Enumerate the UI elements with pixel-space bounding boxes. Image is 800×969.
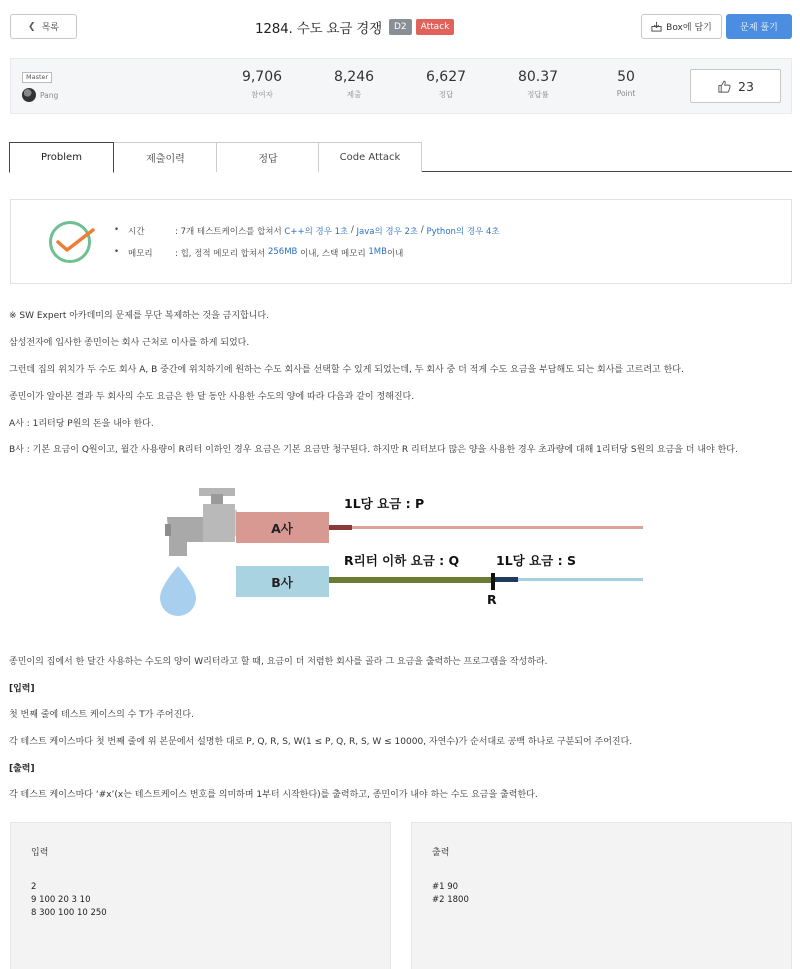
bullet-icon: • bbox=[114, 225, 120, 235]
company-a-rate-text: 1L당 요금 : P bbox=[344, 496, 425, 511]
company-b-threshold-mark bbox=[491, 573, 495, 590]
sample-input-heading: 입력 bbox=[31, 848, 49, 858]
bullet-icon: • bbox=[114, 247, 120, 257]
tab-problem[interactable]: Problem bbox=[9, 142, 114, 173]
problem-paragraph: 삼성전자에 입사한 종민이는 회사 근처로 이사를 하게 되었다. bbox=[9, 338, 250, 348]
solve-problem-button[interactable]: 문제 풀기 bbox=[726, 14, 792, 39]
tab-submission-history[interactable]: 제출이력 bbox=[113, 142, 218, 172]
memory-limit-prefix: : 힙, 정적 메모리 합쳐서 bbox=[175, 249, 268, 259]
check-circle-icon bbox=[46, 218, 98, 264]
output-heading: [출력] bbox=[9, 764, 35, 774]
problem-paragraph: A사 : 1리터당 P원의 돈을 내야 한다. bbox=[9, 419, 154, 429]
like-count: 23 bbox=[738, 78, 754, 94]
sample-input-line: 8 300 100 10 250 bbox=[31, 908, 107, 918]
stat-value: 9,706 bbox=[241, 69, 283, 85]
problem-tabs bbox=[9, 142, 792, 172]
company-b-base-text: R리터 이하 요금 : Q bbox=[344, 553, 460, 568]
stat-value: 8,246 bbox=[333, 69, 375, 85]
stat-value: 50 bbox=[617, 69, 635, 85]
problem-title: 1284. 수도 요금 경쟁 bbox=[255, 21, 382, 37]
time-limit-python: Python의 경우 4초 bbox=[426, 227, 500, 237]
tab-answers[interactable]: 정답 bbox=[216, 142, 320, 172]
sample-input-lines bbox=[31, 881, 107, 920]
stat-label: 정답률 bbox=[527, 90, 549, 99]
author-info[interactable] bbox=[22, 88, 58, 102]
memory-limit-stack: 1MB bbox=[368, 247, 387, 257]
time-limit-sep: / bbox=[418, 225, 427, 235]
problem-paragraph: 종민이의 집에서 한 달간 사용하는 수도의 양이 W리터라고 할 때, 요금이 더 저렴한 회사를 골라 그 요금을 출력하는 프로그램을 작성하라. bbox=[9, 657, 548, 667]
memory-limit-suffix: 이내 bbox=[386, 249, 404, 259]
problem-paragraph: 첫 번째 줄에 테스트 케이스의 수 T가 주어진다. bbox=[9, 710, 194, 720]
problem-paragraph: 각 테스트 케이스마다 첫 번째 줄에 위 본문에서 설명한 대로 P, Q, R, S, W(1 ≤ P, Q, R, S, W ≤ 10000, 자연수)가 순서대로 공백 하나로 구분되어 주어진다. bbox=[9, 737, 633, 747]
problem-paragraph: 종민이가 알아본 결과 두 회사의 수도 요금은 한 달 동안 사용한 수도의 양에 따라 다음과 같이 정해진다. bbox=[9, 392, 415, 402]
stat-correct bbox=[406, 68, 486, 100]
sample-output-line: #2 1800 bbox=[432, 895, 469, 905]
stat-label: Point bbox=[616, 89, 636, 98]
sample-output-box bbox=[411, 822, 792, 969]
time-limit-sep: / bbox=[348, 225, 357, 235]
time-limit-row bbox=[114, 225, 500, 237]
company-b-label: B사 bbox=[271, 575, 293, 590]
stat-label: 참여자 bbox=[251, 90, 273, 99]
memory-limit-row bbox=[114, 247, 403, 259]
stat-label: 정답 bbox=[438, 90, 454, 99]
stat-value: 80.37 bbox=[517, 69, 559, 85]
attack-badge: Attack bbox=[416, 19, 455, 35]
memory-limit-mid: 이내, 스택 메모리 bbox=[297, 249, 369, 259]
water-drop-icon bbox=[160, 566, 196, 616]
sample-input-line: 2 bbox=[31, 882, 37, 892]
author-name: Pang bbox=[40, 90, 59, 100]
stat-submissions bbox=[314, 68, 394, 100]
sample-output-line: #1 90 bbox=[432, 882, 459, 892]
sample-output-lines bbox=[432, 881, 469, 907]
tab-code-attack[interactable]: Code Attack bbox=[318, 142, 422, 172]
stat-label: 제출 bbox=[346, 90, 362, 99]
author-tier-badge: Master bbox=[22, 72, 52, 83]
stat-accuracy bbox=[498, 68, 578, 100]
input-heading: [입력] bbox=[9, 684, 35, 694]
company-b-extra-pipe bbox=[518, 578, 643, 581]
water-fee-diagram bbox=[155, 482, 655, 617]
company-a-label: A사 bbox=[271, 521, 293, 536]
memory-limit-heap: 256MB bbox=[267, 247, 298, 257]
chevron-left-icon: ❮ bbox=[28, 21, 36, 32]
like-button[interactable] bbox=[690, 69, 781, 103]
company-b-extra-pipe-start bbox=[495, 577, 518, 582]
time-limit-java: Java의 경우 2초 bbox=[356, 227, 419, 237]
problem-paragraph: 그런데 집의 위치가 두 수도 회사 A, B 중간에 위치하기에 원하는 수도 회사를 선택할 수 있게 되었는데, 두 회사 중 더 적게 수도 요금을 부담해도 되는 회사를 고르려고 한다. bbox=[9, 365, 684, 375]
company-a-pipe-start bbox=[329, 525, 352, 530]
time-limit-cpp: C++의 경우 1초 bbox=[284, 227, 349, 237]
company-b-base-pipe bbox=[329, 577, 491, 583]
box-label: Box에 담기 bbox=[666, 23, 712, 33]
faucet-icon bbox=[165, 488, 237, 556]
company-b-rate-text: 1L당 요금 : S bbox=[496, 553, 576, 568]
download-box-icon bbox=[651, 21, 662, 32]
avatar bbox=[22, 88, 36, 102]
thumbs-up-icon bbox=[717, 79, 732, 94]
memory-limit-label: 메모리 bbox=[128, 249, 153, 259]
stat-value: 6,627 bbox=[425, 69, 467, 85]
stat-points bbox=[586, 68, 666, 98]
problem-paragraph: B사 : 기본 요금이 Q원이고, 월간 사용량이 R리터 이하인 경우 요금은 기본 요금만 청구된다. 하지만 R 리터보다 많은 양을 사용한 경우 초과량에 대해 1리터당 S원의 요금을 더 내야 한다. bbox=[9, 445, 738, 455]
top-bar bbox=[0, 0, 800, 56]
time-limit-prefix: : 7개 테스트케이스를 합쳐서 bbox=[175, 227, 285, 237]
company-a-pipe bbox=[352, 526, 643, 529]
level-badge: D2 bbox=[389, 19, 412, 35]
problem-paragraph: 각 테스트 케이스마다 ‘#x’(x는 테스트케이스 번호를 의미하며 1부터 시작한다)를 출력하고, 종민이가 내야 하는 수도 요금을 출력한다. bbox=[9, 790, 538, 800]
problem-stats-bar bbox=[10, 58, 792, 114]
threshold-r-label: R bbox=[487, 592, 497, 607]
back-to-list-button[interactable] bbox=[10, 14, 77, 39]
sample-input-box bbox=[10, 822, 391, 969]
copyright-notice: ※ SW Expert 아카데미의 문제를 무단 복제하는 것을 금지합니다. bbox=[9, 311, 269, 321]
back-label: 목록 bbox=[41, 23, 59, 33]
sample-output-heading: 출력 bbox=[432, 848, 450, 858]
stat-participants bbox=[222, 68, 302, 100]
time-limit-label: 시간 bbox=[128, 227, 145, 237]
sample-input-line: 9 100 20 3 10 bbox=[31, 895, 91, 905]
problem-title-group bbox=[255, 17, 454, 37]
add-to-box-button[interactable] bbox=[641, 14, 722, 39]
limits-box bbox=[10, 199, 792, 284]
